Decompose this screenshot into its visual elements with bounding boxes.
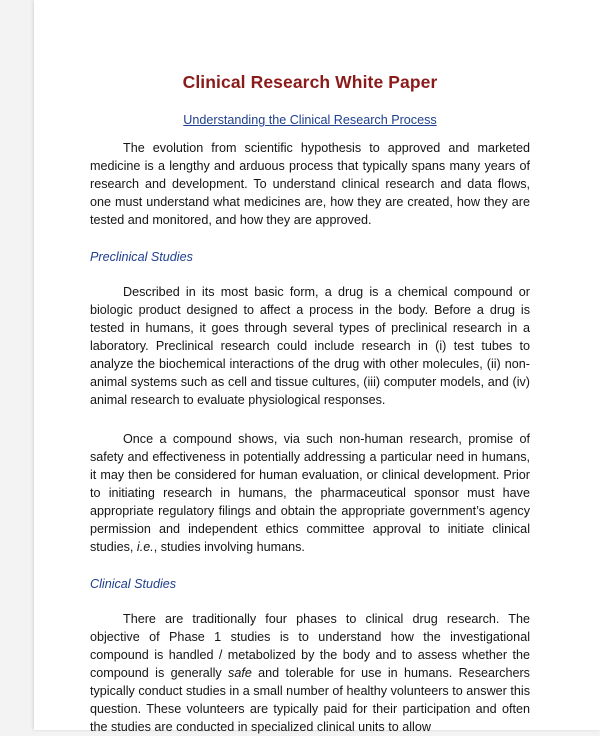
paragraph-text: Once a compound shows, via such non-human research, promise of safety and effectiveness in potentially addressing a particular need in humans, it may then be considered for human evaluation, or clinical development. Prior to initiating research in humans, the pharmaceutical sponsor must have appropriate regulatory filings and obtain the appropriate government’s agency permission and independent ethics committee approval to initiate clinical studies, [90, 432, 530, 554]
section-heading-preclinical: Preclinical Studies [90, 250, 193, 264]
preclinical-paragraph-2 [90, 430, 530, 556]
italic-term: safe [228, 666, 252, 680]
paragraph-text: There are traditionally four phases to clinical drug research. The objective of Phase 1 studies is to understand how the investigational compound is handled / metabolized by the body and to assess whether the compound is generally [90, 612, 530, 680]
italic-term: i.e. [136, 540, 154, 554]
document-title: Clinical Research White Paper [182, 72, 438, 92]
clinical-paragraph-1 [90, 610, 530, 736]
paragraph-text: , studies involving humans. [153, 540, 305, 554]
paragraph-text: and tolerable for use in humans. Researchers typically conduct studies in a small number of healthy volunteers to answer this question. These volunteers are typically paid for their participation and often the studies are conducted in specialized clinical units to allow [90, 666, 530, 734]
document-subtitle: Understanding the Clinical Research Process [183, 113, 437, 127]
intro-paragraph: The evolution from scientific hypothesis to approved and marketed medicine is a lengthy and arduous process that typically spans many years of research and development. To understand clinical research and data flows, one must understand what medicines are, how they are created, how they are tested and monitored, and how they are approved. [90, 141, 530, 227]
preclinical-paragraph-1: Described in its most basic form, a drug is a chemical compound or biologic product designed to affect a process in the body. Before a drug is tested in humans, it goes through several types of preclinical research in a laboratory. Preclinical research could include research in (i) test tubes to analyze the biochemical interactions of the drug with other molecules, (ii) non-animal systems such as cell and tissue cultures, (iii) computer models, and (iv) animal research to evaluate physiological responses. [90, 285, 530, 407]
document-content [90, 72, 530, 736]
document-page [34, 0, 600, 734]
section-heading-clinical: Clinical Studies [90, 577, 177, 591]
